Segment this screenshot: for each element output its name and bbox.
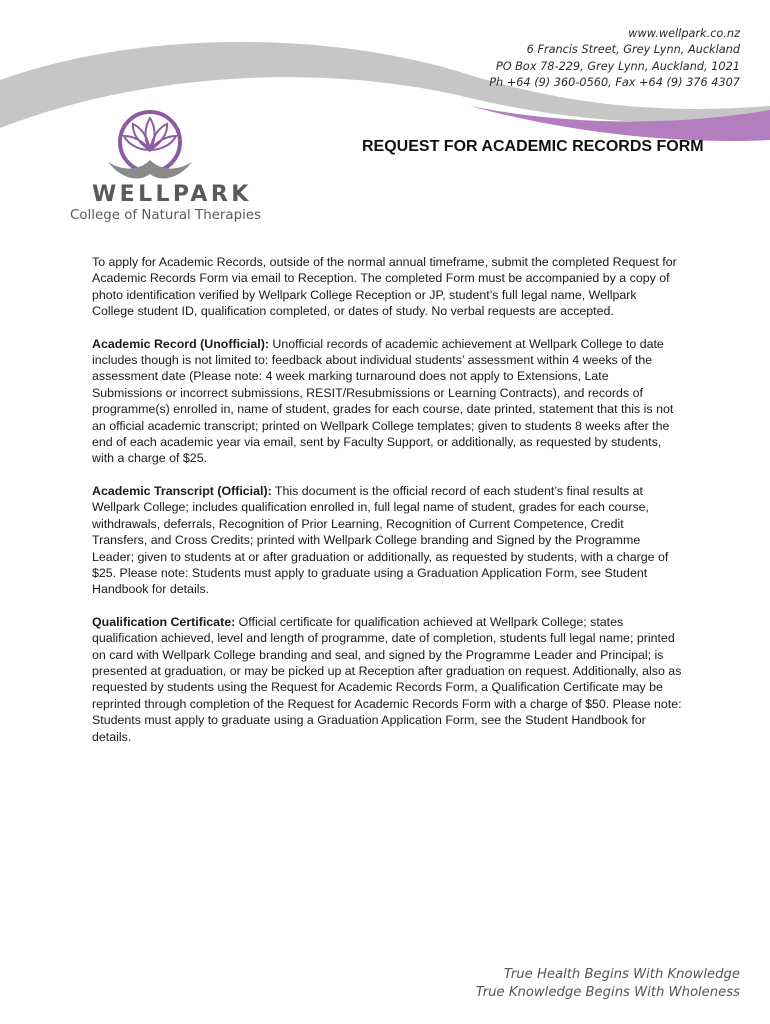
tagline-line: True Knowledge Begins With Wholeness bbox=[475, 985, 740, 1000]
po-box-address: PO Box 78-229, Grey Lynn, Auckland, 1021 bbox=[495, 59, 740, 73]
intro-paragraph: To apply for Academic Records, outside of the normal annual timeframe, submit the completed Request for Academic Records Form via email to Reception. The completed Form must be accompanied by a copy of photo identification verified by Wellpark College Reception or JP, student’s full legal name, Wellpark College student ID, qualification completed, or dates of study. No verbal requests are accepted. bbox=[92, 255, 677, 319]
section-heading: Academic Record (Unofficial): bbox=[92, 336, 269, 351]
website-link[interactable]: www.wellpark.co.nz bbox=[628, 27, 740, 40]
section-qualification-certificate bbox=[92, 614, 682, 745]
section-heading: Qualification Certificate: bbox=[92, 614, 236, 629]
section-academic-transcript bbox=[92, 483, 682, 598]
document-body bbox=[92, 254, 682, 761]
wellpark-lotus-logo-icon bbox=[100, 106, 200, 184]
section-text: Unofficial records of academic achievement at Wellpark College to date includes though is not limited to: feedback about individual students’ assessment within 4 weeks of the assessment date (Please note: 4 week marking turnaround does not apply to Extensions, Late Submissions or incorrect submissions, RESIT/Resubmissions or Learning Contracts), and records of programme(s) enrolled in, name of student, grades for each course, date printed, statement that this is not an official academic transcript; printed on Wellpark College templates; given to students 8 weeks after the end of each academic year via email, sent by Faculty Support, or additionally, as requested by students, with a charge of $25. bbox=[92, 336, 674, 466]
brand-name: WELLPARK bbox=[92, 182, 252, 207]
phone-fax: Ph +64 (9) 360-0560, Fax +64 (9) 376 4307 bbox=[489, 75, 740, 89]
brand-subtitle: College of Natural Therapies bbox=[70, 208, 262, 223]
footer-tagline bbox=[476, 966, 740, 1002]
contact-block bbox=[489, 26, 740, 91]
section-heading: Academic Transcript (Official): bbox=[92, 483, 272, 498]
page-title: REQUEST FOR ACADEMIC RECORDS FORM bbox=[362, 138, 704, 155]
section-academic-record bbox=[92, 336, 682, 467]
section-text: This document is the official record of each student’s final results at Wellpark College; includes qualification enrolled in, full legal name of student, grades for each course, withdrawals, deferrals, Recognition of Prior Learning, Recognition of Current Competence, Credit Transfers, and Cross Credits; printed with Wellpark College branding and Signed by the Programme Leader; given to students at or after graduation or additionally, as requested by students, with a charge of $25. Please note: Students must apply to graduate using a Graduation Application Form, see Student Handbook for details. bbox=[92, 483, 669, 597]
tagline-line: True Health Begins With Knowledge bbox=[503, 967, 740, 982]
street-address: 6 Francis Street, Grey Lynn, Auckland bbox=[526, 43, 740, 57]
section-text: Official certificate for qualification achieved at Wellpark College; states qualification achieved, level and length of programme, date of completion, students full legal name; printed on card with Wellpark College branding and seal, and signed by the Programme Leader and Principal; is presented at graduation, or may be picked up at Reception after graduation on request. Additionally, also as requested by students using the Request for Academic Records Form, a Qualification Certificate may be reprinted through completion of the Request for Academic Records Form with a charge of $50. Please note: Students must apply to graduate using a Graduation Application Form, see the Student Handbook for details. bbox=[92, 614, 682, 744]
